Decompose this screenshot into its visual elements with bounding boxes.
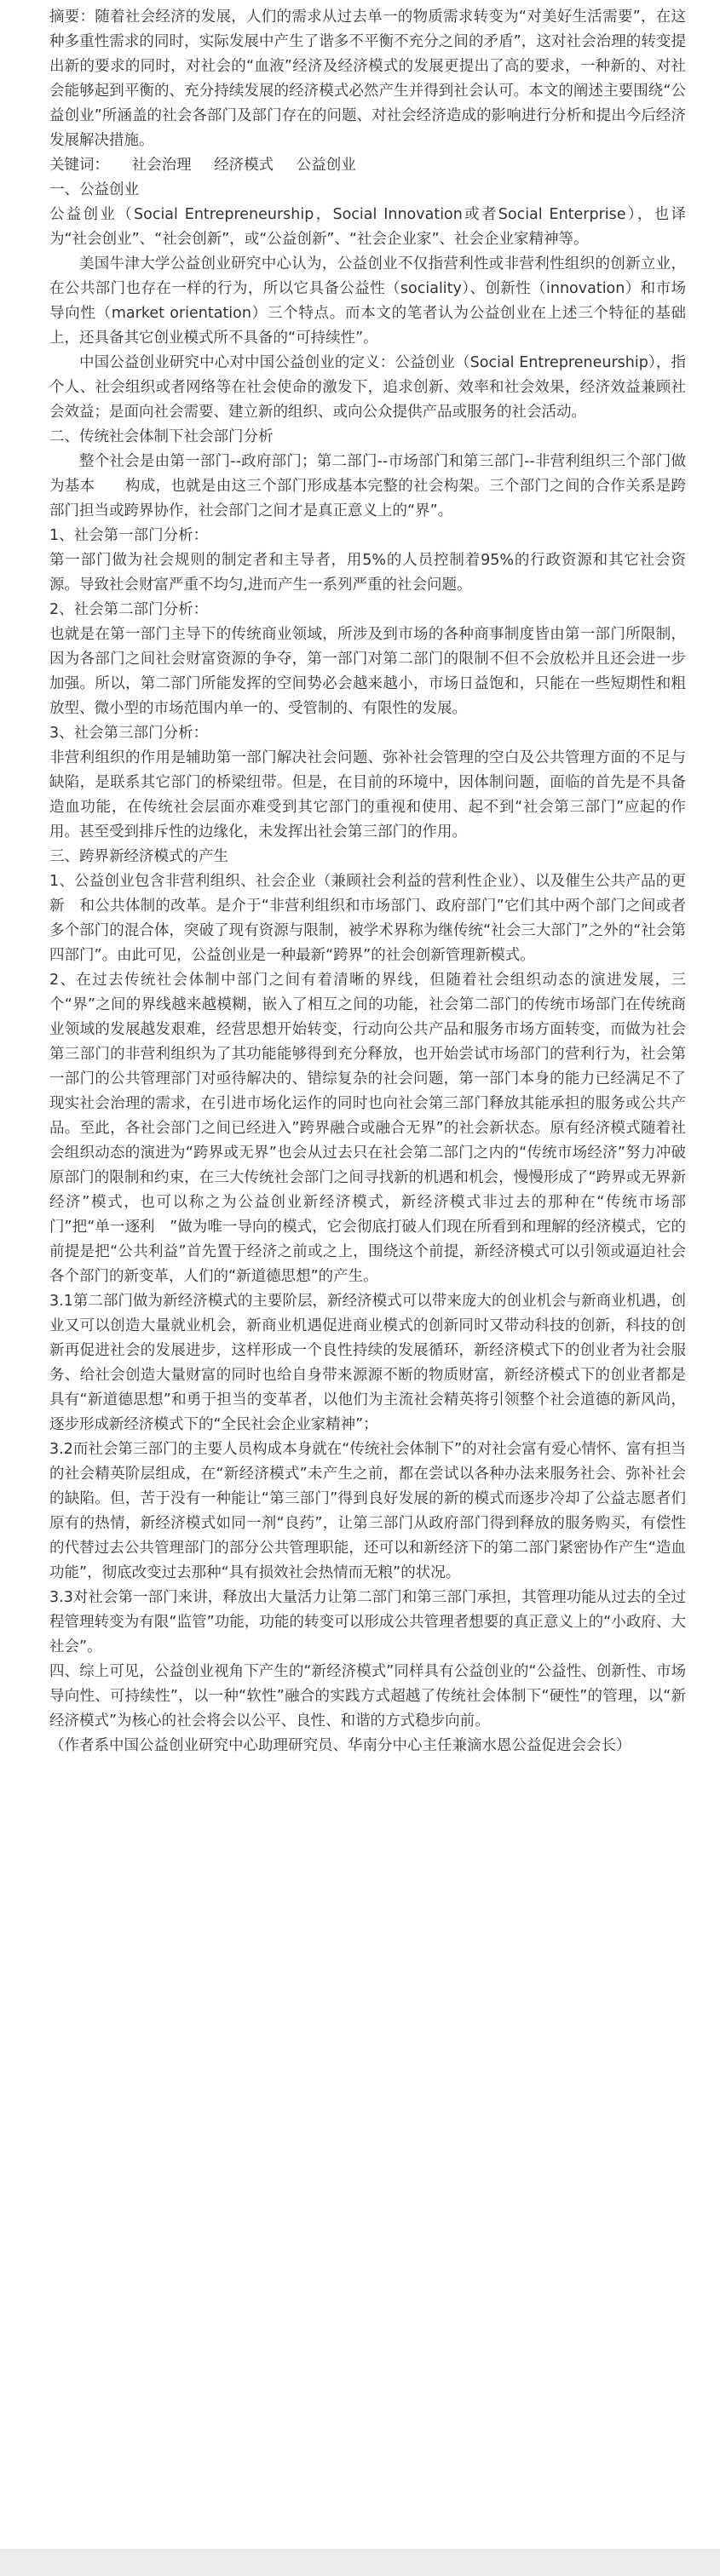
subheading: 2、社会第二部门分析： bbox=[49, 601, 209, 618]
paragraph: 也就是在第一部门主导下的传统商业领域，所涉及到市场的各种商事制度皆由第一部门所限制，因为各部门之间社会财富资源的争夺，第一部门对第二部门的限制不但不会放松并且还会进一步加强。所以，第二部门所能发挥的空间势必会越来越小，市场日益饱和，只能在一些短期性和粗放型、微小型的市场范围内单一的、受管制的、有限性的发展。 bbox=[49, 626, 686, 717]
paragraph: 整个社会是由第一部门--政府部门；第二部门--市场部门和第三部门--非营利组织三个部门做为基本 构成，也就是由这三个部门形成基本完整的社会构架。三个部门之间的合作关系是跨部门担当或跨界协作，社会部门之间才是真正意义上的“界”。 bbox=[49, 453, 686, 519]
keyword-item: 公益创业 bbox=[296, 157, 356, 174]
abstract: 摘要：随着社会经济的发展，人们的需求从过去单一的物质需求转变为“对美好生活需要”，在这种多重性需求的同时，实际发展中产生了谐多不平衡不充分之间的矛盾”，这对社会治理的转变提出新的要求的同时，对社会的“血液”经济及经济模式的发展更提出了高的要求，一种新的、对社会能够起到平衡的、充分持续发展的经济模式必然产生并得到社会认可。本文的阐述主要围绕“公益创业”所涵盖的社会各部门及部门存在的问题、对社会经济造成的影响进行分析和提出今后经济发展解决措施。 bbox=[49, 9, 686, 149]
subheading: 3、社会第三部门分析： bbox=[49, 725, 209, 742]
paragraph: 3.3对社会第一部门来讲，释放出大量活力让第二部门和第三部门承担，其管理功能从过去的全过程管理转变为有限“监管”功能，功能的转变可以形成公共管理者想要的真正意义上的“小政府、大社会”。 bbox=[49, 1589, 686, 1655]
paragraph: 非营利组织的作用是辅助第一部门解决社会问题、弥补社会管理的空白及公共管理方面的不足与缺陷，是联系其它部门的桥梁纽带。但是，在目前的环境中，因体制问题，面临的首先是不具备造血功能，在传统社会层面亦难受到其它部门的重视和使用、起不到“社会第三部门”应起的作用。甚至受到排斥性的边缘化，未发挥出社会第三部门的作用。 bbox=[49, 749, 686, 840]
section-heading: 三、跨界新经济模式的产生 bbox=[49, 848, 228, 865]
paragraph: 1、公益创业包含非营利组织、社会企业（兼顾社会利益的营利性企业）、以及催生公共产品的更新 和公共体制的改革。是介于“非营利组织和市场部门、政府部门”它们其中两个部门之间或者多个部门的混合体，突破了现有资源与限制，被学术界称为继传统“社会三大部门”之外的“社会第四部门”。由此可见，公益创业是一种最新“跨界”的社会创新管理新模式。 bbox=[49, 873, 686, 964]
section-heading: 二、传统社会体制下社会部门分析 bbox=[49, 428, 274, 445]
paragraph: 公益创业（Social Entrepreneurship，Social Innovation或者Social Enterprise），也译为“社会创业”、“社会创新”，或“公益创新”、“社会企业家”、社会企业家精神等。 bbox=[49, 206, 686, 248]
paragraph: 美国牛津大学公益创业研究中心认为，公益创业不仅指营利性或非营利性组织的创新立业，在公共部门也存在一样的行为，所以它具备公益性（sociality）、创新性（innovation）和市场导向性（market orientation）三个特点。而本文的笔者认为公益创业在上述三个特征的基础上，还具备其它创业模式所不具备的“可持续性”。 bbox=[49, 255, 686, 347]
keywords-label: 关键词： bbox=[49, 157, 109, 174]
keyword-item: 社会治理 bbox=[131, 157, 192, 174]
paragraph: 中国公益创业研究中心对中国公益创业的定义：公益创业（Social Entrepreneurship），指个人、社会组织或者网络等在社会使命的激发下，追求创新、效率和社会效果，经济效益兼顾社会效益；是面向社会需要、建立新的组织、或向公众提供产品或服务的社会活动。 bbox=[49, 354, 686, 421]
subheading: 1、社会第一部门分析： bbox=[49, 527, 209, 544]
paragraph: 2、在过去传统社会体制中部门之间有着清晰的界线，但随着社会组织动态的演进发展，三个“界”之间的界线越来越模糊，嵌入了相互之间的功能，社会第二部门的传统市场部门在传统商业领域的发展越发艰难，经营思想开始转变，行动向公共产品和服务市场方面转变，而做为社会第三部门的非营利组织为了其功能能够得到充分释放，也开始尝试市场部门的营利行为，社会第一部门的公共管理部门对亟待解决的、错综复杂的社会问题，第一部门本身的能力已经满足不了现实社会治理的需求，在引进市场化运作的同时也向社会第三部门释放其能承担的服务或公共产品。至此，各社会部门之间已经进入”跨界融合或融合无界”的社会新状态。原有经济模式随着社会组织动态的演进为“跨界或无界”也会从过去只在社会第二部门之内的“传统市场经济”努力冲破原部门的限制和约束，在三大传统社会部门之间寻找新的机遇和机会，慢慢形成了“跨界或无界新经济”模式，也可以称之为公益创业新经济模式，新经济模式非过去的那种在“传统市场部门”把“单一逐利 ”做为唯一导向的模式，它会彻底打破人们现在所看到和理解的经济模式，它的前提是把“公共利益”首先置于经济之前或之上，围绕这个前提，新经济模式可以引领或逼迫社会各个部门的新变革，人们的“新道德思想”的产生。 bbox=[49, 972, 686, 1285]
section-heading: 一、公益创业 bbox=[49, 181, 139, 198]
paragraph: 3.2而社会第三部门的主要人员构成本身就在“传统社会体制下”的对社会富有爱心情怀、富有担当的社会精英阶层组成，在“新经济模式”未产生之前，都在尝试以各种办法来服务社会、弥补社会的缺陷。但，苦于没有一种能让“第三部门”得到良好发展的新的模式而逐步冷却了公益志愿者们原有的热情，新经济模式如同一剂“良药”，让第三部门从政府部门得到释放的服务购买，有偿性的代替过去公共管理部门的部分公共管理职能，还可以和新经济下的第二部门紧密协作产生“造血功能”，彻底改变过去那种“具有损效社会热情而无粮”的状况。 bbox=[49, 1441, 686, 1581]
paragraph: 四、综上可见，公益创业视角下产生的“新经济模式”同样具有公益创业的“公益性、创新性、市场导向性、可持续性”，以一种“软性”融合的实践方式超越了传统社会体制下“硬性”的管理，以“新经济模式”为核心的社会将会以公平、良性、和谐的方式稳步向前。 bbox=[49, 1663, 686, 1730]
keyword-item: 经济模式 bbox=[214, 157, 274, 174]
paragraph: 3.1第二部门做为新经济模式的主要阶层，新经济模式可以带来庞大的创业机会与新商业机遇，创业又可以创造大量就业机会，新商业机遇促进商业模式的创新同时又带动科技的创新，科技的创新再促进社会的发展进步，这样形成一个良性持续的发展循环，新经济模式下的创业者为社会服务、给社会创造大量财富的同时也给自身带来源源不断的物质财富，新经济模式下的创业者都是具有“新道德思想”和勇于担当的变革者，以他们为主流社会精英将引领整个社会道德的新风尚，逐步形成新经济模式下的“全民社会企业家精神”； bbox=[49, 1293, 686, 1433]
paragraph: 第一部门做为社会规则的制定者和主导者，用5%的人员控制着95%的行政资源和其它社会资源。导致社会财富严重不均匀,进而产生一系列严重的社会问题。 bbox=[49, 552, 686, 594]
author-note: （作者系中国公益创业研究中心助理研究员、华南分中心主任兼滴水恩公益促进会会长） bbox=[49, 1737, 631, 1754]
keywords-line bbox=[49, 153, 686, 178]
page-footer-band bbox=[0, 2549, 720, 2576]
